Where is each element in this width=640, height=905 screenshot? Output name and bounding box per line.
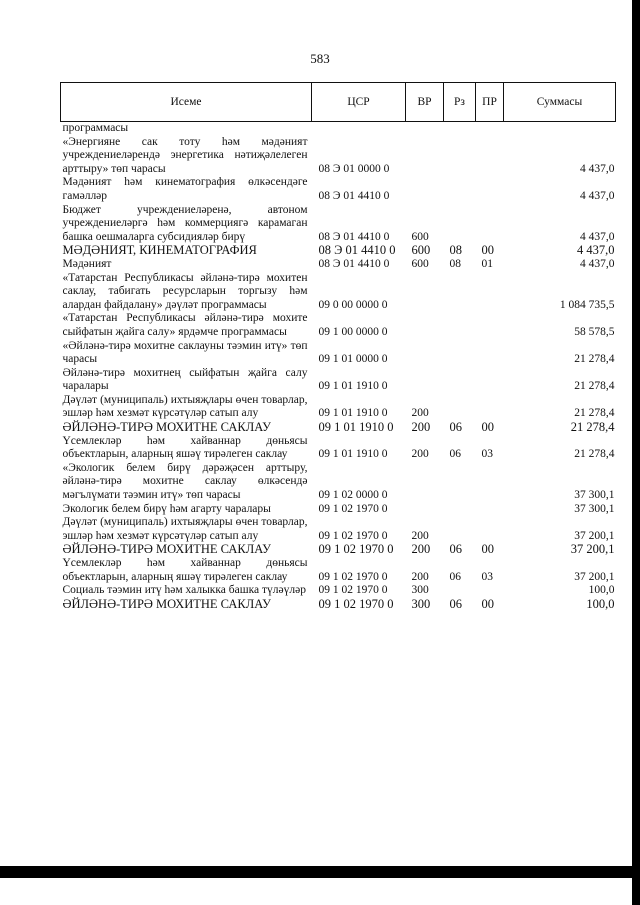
- cell-csr: 09 1 00 0000 0: [318, 325, 388, 338]
- cell-csr: 08 Э 01 4410 0: [318, 230, 390, 243]
- cell-sum: 1 084 735,5: [559, 298, 615, 311]
- cell-name: Социаль тәэмин итү һәм халыкка башка түләүләр: [62, 584, 306, 597]
- cell-rz: 06: [449, 420, 462, 435]
- cell-pr: [476, 394, 504, 421]
- cell-pr: 03: [481, 448, 493, 461]
- cell-sum: 100,0: [588, 584, 615, 597]
- cell-csr: 09 1 02 1970 0: [318, 529, 388, 542]
- cell-rz: [444, 340, 476, 367]
- cell-rz: 06: [449, 448, 461, 461]
- cell-pr: [476, 122, 504, 136]
- table-row: [61, 584, 616, 598]
- cell-name: ӘЙЛӘНӘ-ТИРӘ МОХИТНЕ САКЛАУ: [62, 596, 272, 611]
- section-row: [61, 598, 616, 612]
- cell-name: ӘЙЛӘНӘ-ТИРӘ МОХИТНЕ САКЛАУ: [62, 420, 272, 435]
- cell-pr: [476, 136, 504, 177]
- cell-pr: 00: [481, 243, 494, 258]
- cell-rz: 08: [449, 243, 462, 258]
- cell-vr: [406, 367, 444, 394]
- cell-name: Мәдәният һәм кинематография өлкәсендәге гамәлләр: [62, 176, 308, 202]
- cell-pr: [476, 367, 504, 394]
- section-row: [61, 244, 616, 258]
- cell-rz: [444, 176, 476, 203]
- cell-sum: 4 437,0: [580, 189, 615, 202]
- cell-rz: 06: [449, 570, 461, 583]
- cell-vr: 200: [411, 570, 429, 583]
- cell-vr: [406, 136, 444, 177]
- table-row: [61, 462, 616, 503]
- cell-vr: 300: [411, 596, 431, 611]
- cell-rz: [444, 462, 476, 503]
- cell-sum: [504, 122, 616, 136]
- scan-edge-bottom: [0, 866, 640, 878]
- cell-sum: 4 437,0: [577, 243, 615, 258]
- table-row: [61, 557, 616, 584]
- cell-sum: 4 437,0: [580, 162, 615, 175]
- table-row: [61, 394, 616, 421]
- cell-csr: 08 Э 01 4410 0: [318, 257, 390, 270]
- cell-sum: 21 278,4: [574, 380, 615, 393]
- cell-vr: 600: [411, 243, 431, 258]
- table-row: [61, 204, 616, 245]
- section-row: [61, 421, 616, 435]
- cell-name: «Татарстан Республикасы әйләнә-тирә мохите сыйфатын җайга салу» ярдәмче программасы: [62, 312, 308, 338]
- cell-vr: 600: [411, 257, 429, 270]
- cell-pr: [476, 204, 504, 245]
- cell-pr: [476, 516, 504, 543]
- budget-table: [60, 82, 616, 611]
- table-row: [61, 272, 616, 313]
- header-csr: ЦСР: [312, 83, 406, 122]
- cell-sum: 58 578,5: [574, 325, 615, 338]
- cell-name: Үсемлекләр һәм хайваннар дөньясы объектларын, аларның яшәү тирәлеген саклау: [62, 557, 308, 583]
- table-body: [61, 122, 616, 612]
- cell-pr: 00: [481, 420, 494, 435]
- cell-pr: 01: [481, 257, 493, 270]
- cell-rz: [444, 312, 476, 339]
- section-row: [61, 543, 616, 557]
- cell-pr: [476, 340, 504, 367]
- cell-csr: 09 1 02 1970 0: [318, 596, 394, 611]
- cell-rz: 08: [449, 257, 461, 270]
- cell-name: «Татарстан Республикасы әйләнә-тирә мохитен саклау, табигать ресурсларын торгызу һәм алардан файдалану» дәүләт программасы: [62, 271, 308, 311]
- cell-sum: 21 278,4: [570, 420, 615, 435]
- cell-csr: 09 1 01 1910 0: [318, 420, 394, 435]
- cell-rz: [444, 394, 476, 421]
- cell-csr: 09 1 01 1910 0: [318, 380, 388, 393]
- cell-pr: [476, 462, 504, 503]
- header-rz: Рз: [444, 83, 476, 122]
- cell-name: «Әйләнә-тирә мохитне саклауны тәэмин итү» төп чарасы: [62, 339, 308, 366]
- table-row: [61, 503, 616, 517]
- cell-vr: [406, 503, 444, 517]
- cell-vr: [406, 312, 444, 339]
- cell-pr: [476, 176, 504, 203]
- table-row: [61, 176, 616, 203]
- header-vr: ВР: [406, 83, 444, 122]
- cell-sum: 21 278,4: [574, 407, 615, 420]
- cell-sum: 37 300,1: [574, 502, 615, 515]
- cell-name: Экологик белем бирү һәм агарту чаралары: [62, 502, 271, 515]
- cell-csr: 09 1 01 1910 0: [318, 448, 388, 461]
- cell-vr: [406, 340, 444, 367]
- scan-edge-right: [632, 0, 640, 905]
- cell-sum: 21 278,4: [574, 448, 615, 461]
- cell-sum: 37 200,1: [570, 542, 615, 557]
- table-row: [61, 340, 616, 367]
- cell-csr: 09 0 00 0000 0: [318, 298, 388, 311]
- cell-name: Әйләнә-тирә мохитнең сыйфатын җайга салу чаралары: [62, 366, 308, 393]
- cell-pr: [476, 503, 504, 517]
- cell-rz: [444, 122, 476, 136]
- table-row: [61, 136, 616, 177]
- table-row: [61, 312, 616, 339]
- cell-csr: 08 Э 01 4410 0: [318, 243, 396, 258]
- cell-csr: 09 1 01 1910 0: [318, 407, 388, 420]
- cell-sum: 37 200,1: [574, 529, 615, 542]
- cell-pr: 03: [481, 570, 493, 583]
- cell-csr: 08 Э 01 0000 0: [318, 162, 390, 175]
- cell-pr: 00: [481, 596, 494, 611]
- header-pr: ПР: [476, 83, 504, 122]
- cell-name: «Энергияне сак тоту һәм мәдәният учреждениеләрендә энергетика нәтиҗәлелеген арттыру» төп чарасы: [62, 135, 308, 175]
- cell-vr: 200: [411, 542, 431, 557]
- cell-sum: 37 300,1: [574, 489, 615, 502]
- cell-sum: 100,0: [586, 596, 615, 611]
- cell-sum: 21 278,4: [574, 353, 615, 366]
- cell-vr: 300: [411, 584, 429, 597]
- cell-vr: 200: [411, 407, 429, 420]
- cell-name: Мәдәният: [62, 257, 112, 270]
- cell-sum: 37 200,1: [574, 570, 615, 583]
- cell-pr: [476, 584, 504, 598]
- cell-name: МӘДӘНИЯТ, КИНЕМАТОГРАФИЯ: [62, 243, 257, 258]
- cell-csr: 09 1 02 1970 0: [318, 502, 388, 515]
- cell-name: программасы: [62, 122, 129, 134]
- cell-csr: 08 Э 01 4410 0: [318, 189, 390, 202]
- cell-rz: [444, 136, 476, 177]
- cell-vr: 200: [411, 529, 429, 542]
- cell-vr: 600: [411, 230, 429, 243]
- cell-sum: 4 437,0: [580, 257, 615, 270]
- header-name: Исеме: [61, 83, 312, 122]
- cell-vr: [406, 272, 444, 313]
- cell-rz: 06: [449, 542, 462, 557]
- cell-rz: 06: [449, 596, 462, 611]
- cell-rz: [444, 204, 476, 245]
- cell-csr: 09 1 02 1970 0: [318, 542, 394, 557]
- cell-rz: [444, 584, 476, 598]
- cell-csr: 09 1 01 0000 0: [318, 353, 388, 366]
- cell-csr: [312, 122, 406, 136]
- table-row: [61, 516, 616, 543]
- table-row: [61, 367, 616, 394]
- cell-csr: 09 1 02 0000 0: [318, 489, 388, 502]
- cell-name: Бюджет учреждениеләренә, автоном учреждениеләргә һәм коммерциягә карамаган башка оешмаларга субсидияләр бирү: [62, 203, 308, 243]
- table-header: [61, 83, 616, 122]
- cell-csr: 09 1 02 1970 0: [318, 584, 388, 597]
- cell-vr: 200: [411, 448, 429, 461]
- cell-pr: [476, 312, 504, 339]
- cell-name: Үсемлекләр һәм хайваннар дөньясы объектларын, аларның яшәү тирәлеген саклау: [62, 434, 308, 461]
- cell-pr: [476, 272, 504, 313]
- table-row: [61, 122, 616, 136]
- cell-rz: [444, 503, 476, 517]
- cell-vr: 200: [411, 420, 431, 435]
- cell-rz: [444, 516, 476, 543]
- cell-name: ӘЙЛӘНӘ-ТИРӘ МОХИТНЕ САКЛАУ: [62, 542, 272, 557]
- cell-vr: [406, 462, 444, 503]
- cell-vr: [406, 122, 444, 136]
- cell-name: «Экологик белем бирү дәрәҗәсен арттыру, әйләнә-тирә мохитне саклау өлкәсендә мәгълүмати тәэмин итү» төп чарасы: [62, 461, 308, 502]
- page-number: 583: [310, 51, 330, 66]
- header-sum: Суммасы: [504, 83, 616, 122]
- cell-rz: [444, 272, 476, 313]
- cell-name: Дәүләт (муниципаль) ихтыяҗлары өчен товарлар, эшләр һәм хезмәт күрсәтүләр сатып алу: [62, 516, 308, 542]
- cell-pr: 00: [481, 542, 494, 557]
- cell-name: Дәүләт (муниципаль) ихтыяҗлары өчен товарлар, эшләр һәм хезмәт күрсәтүләр сатып алу: [62, 393, 308, 420]
- cell-rz: [444, 367, 476, 394]
- table-row: [61, 435, 616, 462]
- cell-vr: [406, 176, 444, 203]
- table-row: [61, 258, 616, 272]
- cell-sum: 4 437,0: [580, 230, 615, 243]
- cell-csr: 09 1 02 1970 0: [318, 570, 388, 583]
